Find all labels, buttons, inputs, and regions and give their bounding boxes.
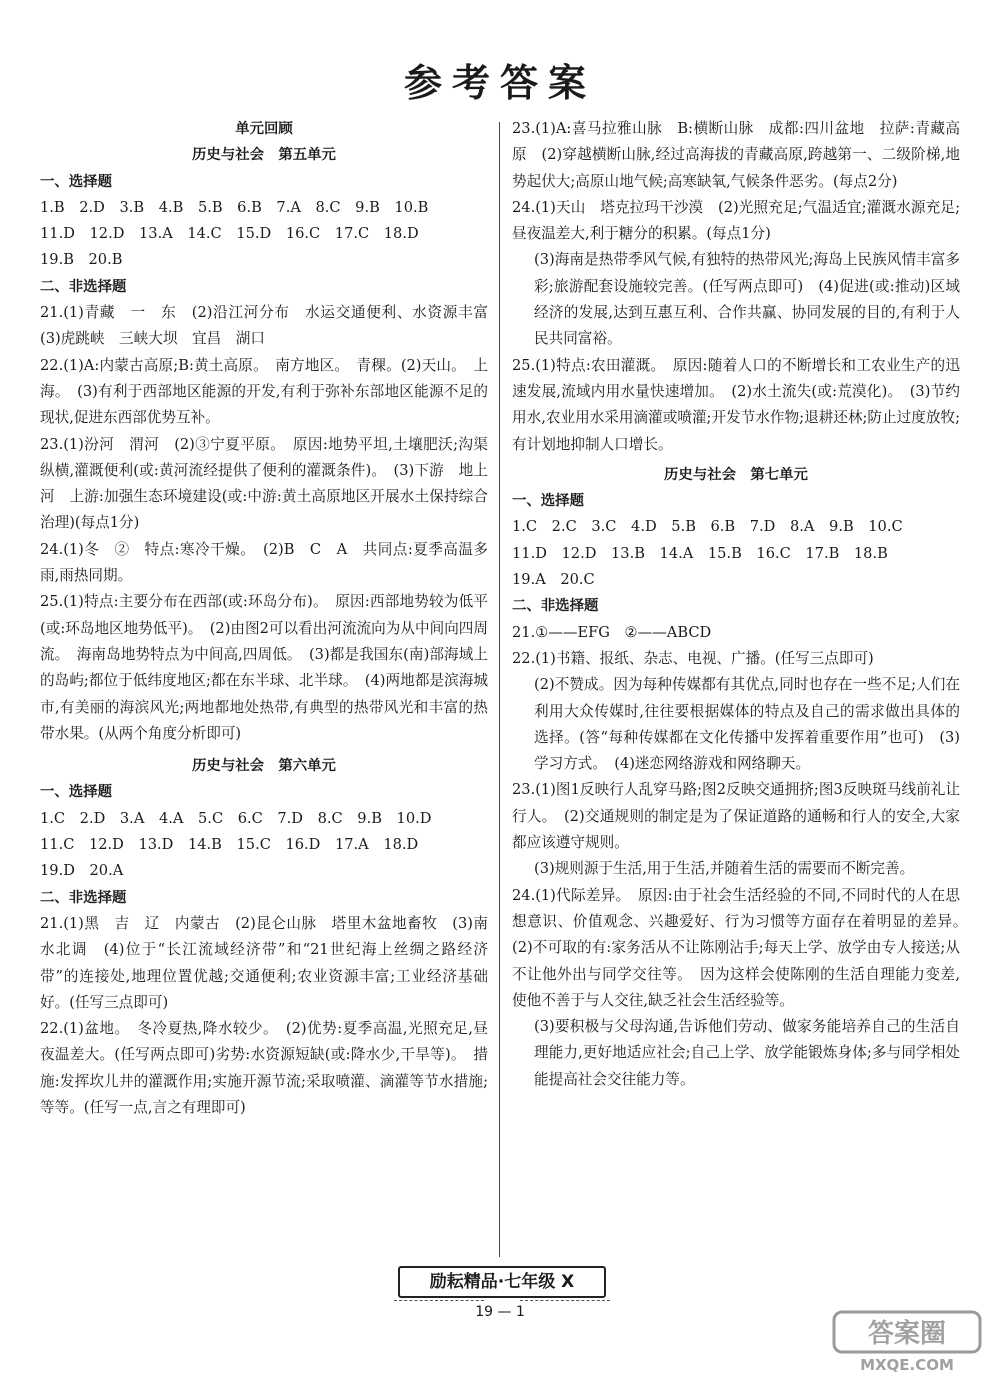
- unit6-choice-label: 一、选择题: [40, 784, 112, 801]
- right-column: [512, 116, 975, 1093]
- column-divider: [499, 122, 500, 1257]
- unit7-choice-label: 一、选择题: [512, 493, 584, 510]
- unit7-q24-cont: (3)要积极与父母沟通,告诉他们劳动、做家务能培养自己的生活自理能力,更好地适应社会;自己上学、放学能锻炼身体;多与同学相处能提高社会交往能力等。: [534, 1018, 960, 1088]
- unit5-choice-line: 1.B 2.D 3.B 4.B 5.B 6.B 7.A 8.C 9.B 10.B: [40, 198, 429, 216]
- unit7-q21: 21.①——EFG ②——ABCD: [512, 623, 712, 641]
- watermark-logo-icon: [832, 1310, 982, 1376]
- unit6-q23: 23.(1)A:喜马拉雅山脉 B:横断山脉 成都:四川盆地 拉萨:青藏高原 (2)穿越横断山脉,经过高海拔的青藏高原,跨越第一、二级阶梯,地势起伏大;高原山地气候;高寒缺氧,气候条件恶劣。(每点2分): [512, 120, 960, 190]
- unit5-q23: 23.(1)汾河 渭河 (2)③宁夏平原。 原因:地势平坦,土壤肥沃;沟渠纵横,灌溉便利(或:黄河流经提供了便利的灌溉条件)。 (3)下游 地上河 上游:加强生态环境建设(或:中游:黄土高原地区开展水土保持综合治理)(每点1分): [40, 435, 488, 532]
- unit6-heading: 历史与社会 第六单元: [192, 758, 336, 775]
- unit6-choice-line: 19.D 20.A: [40, 862, 124, 880]
- unit5-choice-label: 一、选择题: [40, 173, 112, 190]
- unit6-choice-line: 1.C 2.D 3.A 4.A 5.C 6.C 7.D 8.C 9.B 10.D: [40, 809, 432, 827]
- page-number: 19 — 1: [475, 1304, 525, 1320]
- svg-text:MXQE.COM: MXQE.COM: [860, 1356, 954, 1374]
- unit6-q24: 24.(1)天山 塔克拉玛干沙漠 (2)光照充足;气温适宜;灌溉水源充足;昼夜温差大,利于糖分的积累。(每点1分): [512, 198, 960, 243]
- unit6-nonchoice-label: 二、非选择题: [40, 889, 127, 906]
- unit7-q23-cont: (3)规则源于生活,用于生活,并随着生活的需要而不断完善。: [534, 860, 915, 878]
- unit7-choice-line: 19.A 20.C: [512, 571, 595, 589]
- svg-text:答案圈: 答案圈: [867, 1319, 947, 1349]
- section-unit-review: 单元回顾: [235, 121, 293, 137]
- unit5-choice-line: 19.B 20.B: [40, 251, 123, 269]
- unit5-q22: 22.(1)A:内蒙古高原;B:黄土高原。 南方地区。 青稞。(2)天山。 上海。 (3)有利于西部地区能源的开发,有利于弥补东部地区能源不足的现状,促进东西部优势互补。: [40, 356, 488, 427]
- unit5-q24: 24.(1)冬 ② 特点:寒冷干燥。 (2)B C A 共同点:夏季高温多雨,雨热同期。: [40, 540, 488, 585]
- unit6-q24-cont: (3)海南是热带季风气候,有独特的热带风光;海岛上民族风情丰富多彩;旅游配套设施较完善。(任写两点即可) (4)促进(或:推动)区域经济的发展,达到互惠互利、合作共赢、协同发展的目的,有利于人民共同富裕。: [534, 251, 960, 348]
- unit5-heading: 历史与社会 第五单元: [192, 147, 336, 164]
- unit6-choice-line: 11.C 12.D 13.D 14.B 15.C 16.D 17.A 18.D: [40, 836, 419, 854]
- unit7-q24: 24.(1)代际差异。 原因:由于社会生活经验的不同,不同时代的人在思想意识、价值观念、兴趣爱好、行为习惯等方面存在着明显的差异。 (2)不可取的有:家务活从不让陈刚沾手;每天上学、放学由专人接送;从不让他外出与同学交往等。 因为这样会使陈刚的生活自理能力变差,使他不善于与人交往,缺乏社会生活经验等。: [512, 886, 975, 1009]
- unit6-q22: 22.(1)盆地。 冬冷夏热,降水较少。 (2)优势:夏季高温,光照充足,昼夜温差大。(任写两点即可)劣势:水资源短缺(或:降水少,干旱等)。 措施:发挥坎儿井的灌溉作用;实施开源节流;采取喷灌、滴灌等节水措施;等等。(任写一点,言之有理即可): [40, 1020, 488, 1116]
- unit7-nonchoice-label: 二、非选择题: [512, 598, 599, 615]
- unit7-q22: 22.(1)书籍、报纸、杂志、电视、广播。(任写三点即可): [512, 649, 874, 667]
- unit7-heading: 历史与社会 第七单元: [664, 466, 808, 483]
- footer-brand: 励耘精品·七年级 X: [398, 1266, 606, 1298]
- unit5-nonchoice-label: 二、非选择题: [40, 278, 127, 295]
- unit6-q21: 21.(1)黑 吉 辽 内蒙古 (2)昆仑山脉 塔里木盆地畜牧 (3)南水北调 (4)位于“长江流域经济带”和“21世纪海上丝绸之路经济带”的连接处,地理位置优越;交通便利;农业资源丰富;工业经济基础好。(任写三点即可): [40, 914, 488, 1011]
- unit7-choice-line: 1.C 2.C 3.C 4.D 5.B 6.B 7.D 8.A 9.B 10.C: [512, 518, 903, 536]
- page-title: 参考答案: [403, 61, 596, 105]
- unit7-choice-line: 11.D 12.D 13.B 14.A 15.B 16.C 17.B 18.B: [512, 544, 888, 562]
- unit5-q21: 21.(1)青藏 一 东 (2)沿江河分布 水运交通便利、水资源丰富 (3)虎跳峡 三峡大坝 宜昌 湖口: [40, 304, 503, 348]
- unit5-q25: 25.(1)特点:主要分布在西部(或:环岛分布)。 原因:西部地势较为低平(或:环岛地区地势低平)。 (2)由图2可以看出河流流向为从中间向四周流。 海南岛地势特点为中间高,四周低。 (3)都是我国东(南)部海域上的岛屿;都位于低纬度地区;都在东半球、北半球。 (4)两地都是滨海城市,有美丽的海滨风光;两地都地处热带,有典型的热带风光和丰富的热带水果。(从两个角度分析即可): [40, 593, 488, 742]
- unit5-choice-line: 11.D 12.D 13.A 14.C 15.D 16.C 17.C 18.D: [40, 225, 419, 243]
- left-column: [40, 116, 503, 1121]
- unit7-q23: 23.(1)图1反映行人乱穿马路;图2反映交通拥挤;图3反映斑马线前礼让行人。 (2)交通规则的制定是为了保证道路的通畅和行人的安全,大家都应该遵守规则。: [512, 781, 960, 852]
- unit6-q25: 25.(1)特点:农田灌溉。 原因:随着人口的不断增长和工农业生产的迅速发展,流域内用水量快速增加。 (2)水土流失(或:荒漠化)。 (3)节约用水,农业用水采用滴灌或喷灌;开发节水作物;退耕还林;防止过度放牧;有计划地抑制人口增长。: [512, 356, 960, 453]
- unit7-q22-cont: (2)不赞成。因为每种传媒都有其优点,同时也存在一些不足;人们在利用大众传媒时,往往要根据媒体的特点及自己的需求做出具体的选择。(答“每种传媒都在文化传播中发挥着重要作用”也可) (3)学习方式。 (4)迷恋网络游戏和网络聊天。: [534, 676, 960, 773]
